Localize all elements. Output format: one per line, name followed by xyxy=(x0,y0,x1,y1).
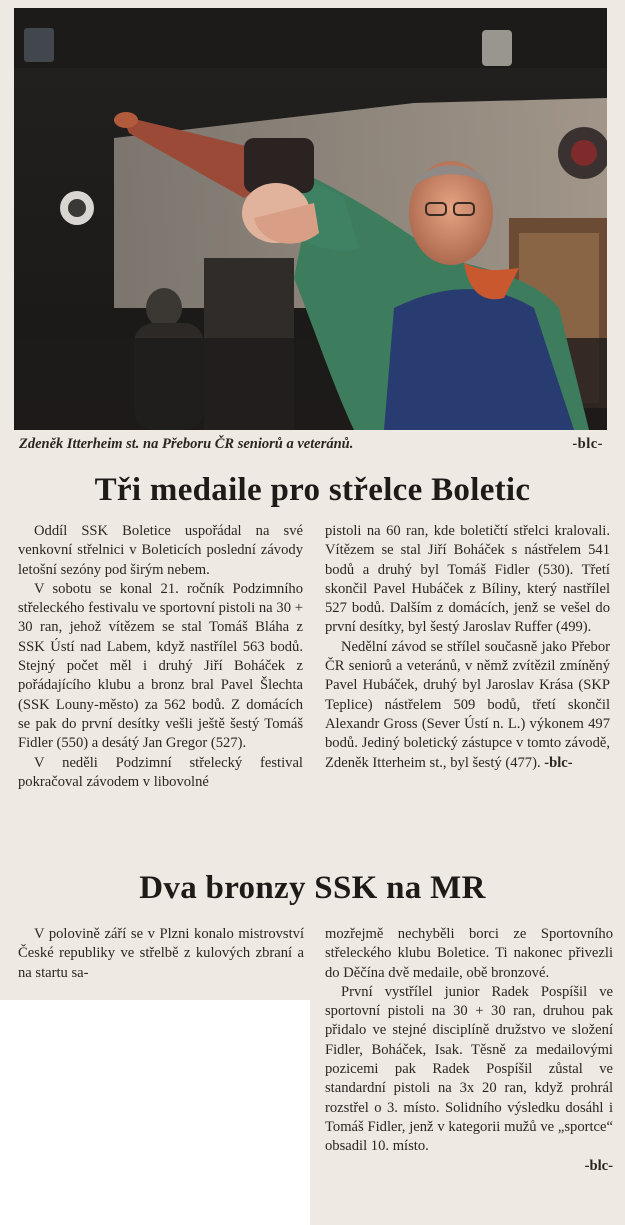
article-1-paragraph-text: Nedělní závod se střílel současně jako Přebor ČR seniorů a veteránů, v němž zvítězil zmíněný Pavel Hubáček, druhý byl Jaroslav Krása (SKP Teplice) nástřelem 509 bodů, třetí skončil Alexandr Gross (Sever Ústí n. L.) výkonem 497 bodů. Jediný boletický zástupce v tomto závodě, Zdeněk Itterheim st., byl šestý (477). xyxy=(325,638,610,771)
article-1-paragraph: V sobotu se konal 21. ročník Podzimního střeleckého festivalu ve sportovní pistoli na 30 + 30 ran, jehož vítězem se stal Tomáš Bláha z SSK Ústí nad Labem, když nastřílel 563 bodů. Stejný počet měl i druhý Jiří Boháček z pořádajícího klubu a bronz bral Pavel Šlechta (SSK Louny-město) za 562 bodů. Z domácích se pak do první desítky vešli ještě šestý Tomáš Fidler (550) a desátý Jan Gregor (527). xyxy=(18,580,303,752)
article-1-paragraph: Oddíl SSK Boletice uspořádal na své venkovní střelnici v Boleticích poslední závody letošní sezóny pod širým nebem. xyxy=(18,523,303,578)
article-1-column-1 xyxy=(18,522,303,792)
article-2-signature: -blc- xyxy=(584,1157,613,1174)
article-1-paragraph: V neděli Podzimní střelecký festival pokračoval závodem v libovolné xyxy=(18,754,303,790)
article-1-headline: Tři medaile pro střelce Boletic xyxy=(94,472,531,508)
article-2-headline: Dva bronzy SSK na MR xyxy=(139,870,486,906)
article-1-paragraph: pistoli na 60 ran, kde boletičtí střelci kralovali. Vítězem se stal Jiří Boháček s nástřelem 541 bodů a druhý byl Tomáš Fidler (530). Třetí skončil Pavel Hubáček z Bíliny, který nastřílel 527 bodů. Dalším z domácích, jenž se vešel do první desítky, byl šestý Jaroslav Ruffer (499). xyxy=(325,523,610,636)
caption-credit: -blc- xyxy=(572,436,603,452)
article-2-paragraph: V polovině září se v Plzni konalo mistrovství České republiky ve střelbě z kulových zbraní a na startu sa- xyxy=(18,926,304,981)
article-2-paragraph: mozřejmě nechyběli borci ze Sportovního střeleckého klubu Boletice. Ti nakonec přivezli do Děčína dvě medaile, obě bronzové. xyxy=(325,926,613,981)
article-2-paragraph: První vystřílel junior Radek Pospíšil ve sportovní pistoli na 30 + 30 ran, druhou pak přidalo ve stejné disciplíně družstvo ve složení Fidler, Boháček, Isak. Těsně za medailovými pozicemi pak Radek Pospíšil zůstal ve standardní pistoli na 3x 20 ran, když prohrál rozstřel o 3. místo. Solidního výsledku dosáhl i Tomáš Fidler, jenž v kategorii mužů ve „sportce“ obsadil 10. místo. xyxy=(325,983,613,1155)
article-2-column-1 xyxy=(18,925,304,983)
photo-caption xyxy=(19,436,609,458)
article-2-column-2 xyxy=(325,925,613,1176)
article-1-signature: -blc- xyxy=(544,754,573,771)
shooter-photo xyxy=(14,8,607,430)
article-1-column-2 xyxy=(325,522,610,773)
article-1-paragraph xyxy=(325,638,610,773)
caption-text: Zdeněk Itterheim st. na Přeboru ČR seniorů a veteránů. xyxy=(19,436,354,452)
